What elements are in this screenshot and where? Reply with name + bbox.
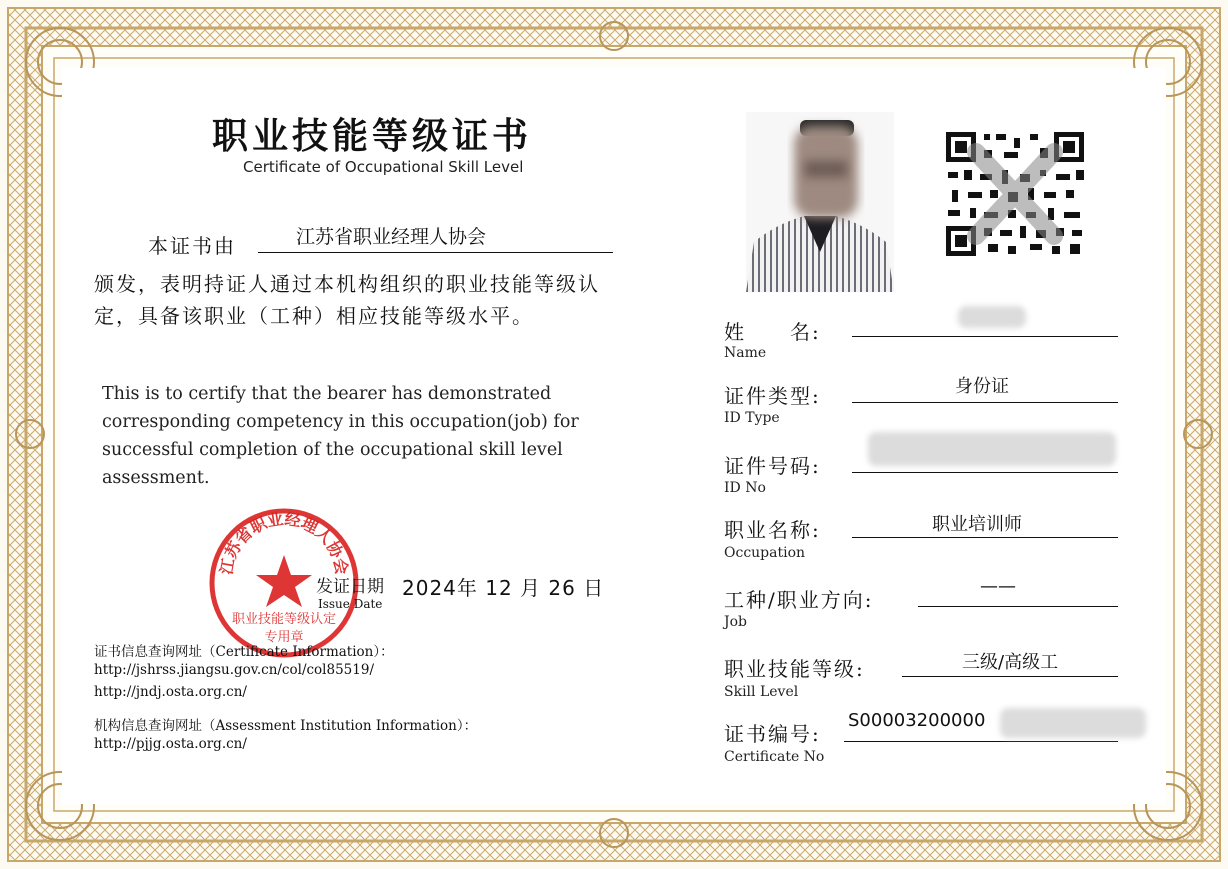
cert-no-value: S00003200000 <box>848 710 986 731</box>
institution-query-url[interactable]: http://pjjg.osta.org.cn/ <box>94 736 247 752</box>
qr-code-icon <box>944 130 1086 258</box>
skill-level-label-en: Skill Level <box>724 684 799 700</box>
statement-english: This is to certify that the bearer has demonstrated corresponding competency in this occupation(job) for successful completion of the occupational skill level assessment. <box>102 384 579 488</box>
id-no-label-en: ID No <box>724 480 766 496</box>
cert-query-url-2[interactable]: http://jndj.osta.org.cn/ <box>94 684 247 700</box>
name-label-en: Name <box>724 345 767 361</box>
occupation-underline <box>852 537 1118 538</box>
issue-date-label: 发证日期 <box>316 577 384 597</box>
cert-no-underline <box>844 741 1118 742</box>
id-type-label: 证件类型: <box>724 384 821 408</box>
skill-level-value: 三级/高级工 <box>962 652 1059 673</box>
cert-no-label-en: Certificate No <box>724 749 825 765</box>
job-value: —— <box>980 576 1016 597</box>
issue-date-english: Issue Date <box>318 597 383 611</box>
name-underline <box>852 336 1118 337</box>
job-underline <box>918 606 1118 607</box>
seal-line-1: 职业技能等级认定 <box>231 612 337 627</box>
issue-date-value: 2024年 12 月 26 日 <box>402 576 605 600</box>
id-type-value: 身份证 <box>955 376 1009 397</box>
skill-level-label: 职业技能等级: <box>724 657 865 681</box>
certificate-subtitle: Certificate of Occupational Skill Level <box>243 158 524 176</box>
id-no-redaction <box>868 432 1116 466</box>
cert-query-url-1[interactable]: http://jshrss.jiangsu.gov.cn/col/col85519/ <box>94 662 374 678</box>
skill-level-underline <box>902 676 1118 677</box>
seal-star-icon <box>256 555 312 607</box>
name-label: 姓 名: <box>724 320 821 344</box>
certificate-title: 职业技能等级证书 <box>212 115 533 157</box>
id-type-label-en: ID Type <box>724 410 780 426</box>
id-type-underline <box>852 402 1118 403</box>
issuer-lead-text: 本证书由 <box>148 234 236 258</box>
seal-line-2: 专用章 <box>264 630 304 645</box>
name-redaction <box>958 306 1026 328</box>
id-no-underline <box>852 472 1118 473</box>
issuer-underline <box>258 252 613 253</box>
job-label-en: Job <box>724 614 748 630</box>
holder-photo <box>746 112 894 292</box>
id-no-label: 证件号码: <box>724 454 821 478</box>
cert-query-label: 证书信息查询网址（Certificate Information）： <box>94 644 394 660</box>
occupation-value: 职业培训师 <box>932 514 1022 535</box>
cert-no-label: 证书编号: <box>724 722 821 746</box>
occupation-label-en: Occupation <box>724 545 806 561</box>
statement-chinese: 颁发，表明持证人通过本机构组织的职业技能等级认定，具备该职业（工种）相应技能等级水平。 <box>94 272 600 328</box>
cert-no-redaction <box>1000 708 1146 738</box>
occupation-label: 职业名称: <box>724 518 821 542</box>
job-label: 工种/职业方向: <box>724 588 874 612</box>
institution-query-label: 机构信息查询网址（Assessment Institution Information）： <box>94 718 478 734</box>
seal-arc-text: 江苏省职业经理人协会 <box>216 509 352 576</box>
issuer-value: 江苏省职业经理人协会 <box>296 226 487 248</box>
